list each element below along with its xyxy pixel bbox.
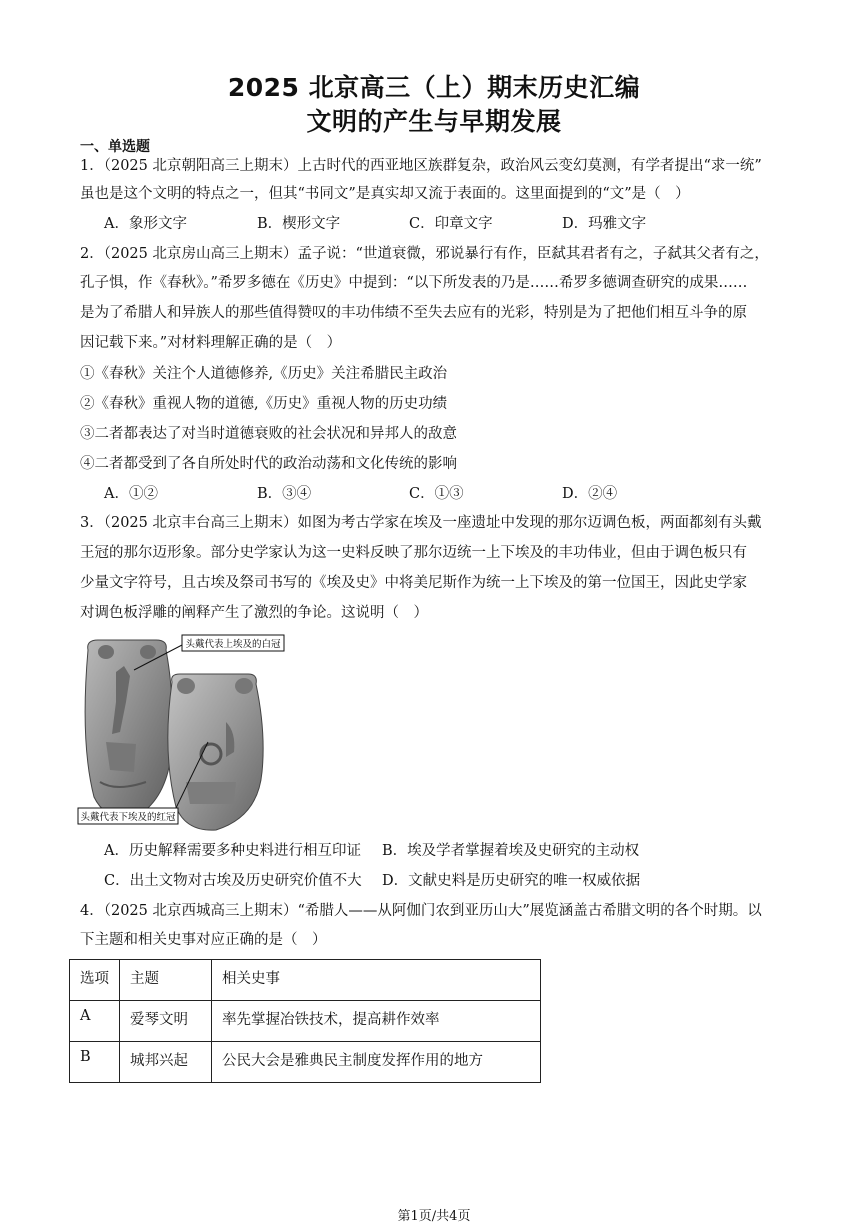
q3-line-4: 对调色板浮雕的阐释产生了激烈的争论。这说明（ ） xyxy=(80,605,428,621)
q2-line-1: 2．（2025 北京房山高三上期末）孟子说：“世道衰微，邪说暴行有作，臣弑其君者有之，子弑其父者有之， xyxy=(80,246,769,262)
table-header-cell: 主题 xyxy=(120,960,212,1001)
q1-line-1: 1．（2025 北京朝阳高三上期末）上古时代的西亚地区族群复杂，政治风云变幻莫测，有学者提出“求一统” xyxy=(80,158,762,174)
q1-option-c: C．印章文字 xyxy=(409,216,493,232)
table-cell: A xyxy=(70,1001,120,1042)
q4-line-1: 4．（2025 北京西城高三上期末）“希腊人——从阿伽门农到亚历山大”展览涵盖古希腊文明的各个时期。以 xyxy=(80,903,762,919)
q1-option-d: D．玛雅文字 xyxy=(562,216,647,232)
white-crown-label: 头戴代表上埃及的白冠 xyxy=(185,639,281,650)
table-cell: 率先掌握冶铁技术，提高耕作效率 xyxy=(212,1001,541,1042)
section-heading: 一、单选题 xyxy=(80,139,150,155)
q3-line-2: 王冠的那尔迈形象。部分史学家认为这一史料反映了那尔迈统一上下埃及的丰功伟业，但由于调色板只有 xyxy=(80,545,747,561)
table-cell: B xyxy=(70,1042,120,1083)
table-header-cell: 选项 xyxy=(70,960,120,1001)
table-row xyxy=(70,1001,541,1042)
table-cell: 公民大会是雅典民主制度发挥作用的地方 xyxy=(212,1042,541,1083)
document-title: 2025 北京高三（上）期末历史汇编 xyxy=(227,73,641,102)
red-crown-label: 头戴代表下埃及的红冠 xyxy=(80,812,176,823)
q2-line-4: 因记载下来。”对材料理解正确的是（ ） xyxy=(80,335,342,351)
table-cell: 城邦兴起 xyxy=(120,1042,212,1083)
q2-option-b: B．③④ xyxy=(257,486,312,502)
q1-line-2: 虽也是这个文明的特点之一，但其“书同文”是真实却又流于表面的。这里面提到的“文”是（ ） xyxy=(80,186,690,202)
q2-line-3: 是为了希腊人和异族人的那些值得赞叹的丰功伟绩不至失去应有的光彩，特别是为了把他们相互斗争的原 xyxy=(80,305,747,321)
q3-options-row-1 xyxy=(104,841,639,861)
q2-statement-2: ②《春秋》重视人物的道德,《历史》重视人物的历史功绩 xyxy=(80,396,448,412)
q4-line-2: 下主题和相关史事对应正确的是（ ） xyxy=(80,932,327,948)
q2-statement-4: ④二者都受到了各自所处时代的政治动荡和文化传统的影响 xyxy=(80,456,457,472)
q3-line-3: 少量文字符号，且古埃及祭司书写的《埃及史》中将美尼斯作为统一上下埃及的第一位国王，因此史学家 xyxy=(80,575,747,591)
q3-line-1: 3．（2025 北京丰台高三上期末）如图为考古学家在埃及一座遗址中发现的那尔迈调色板，两面都刻有头戴 xyxy=(80,515,762,531)
q2-options xyxy=(104,484,617,504)
q1-option-a: A．象形文字 xyxy=(104,216,187,232)
q3-option-c: C．出土文物对古埃及历史研究价值不大 xyxy=(104,873,362,889)
palette-back-face xyxy=(168,674,263,830)
page-footer: 第1页/共4页 xyxy=(397,1209,471,1224)
q3-option-a: A．历史解释需要多种史料进行相互印证 xyxy=(104,843,361,859)
q1-option-b: B．楔形文字 xyxy=(257,216,341,232)
q2-statement-1: ①《春秋》关注个人道德修养,《历史》关注希腊民主政治 xyxy=(80,366,448,382)
q3-options-row-2 xyxy=(104,871,640,891)
table-header-cell: 相关史事 xyxy=(212,960,541,1001)
document-subtitle: 文明的产生与早期发展 xyxy=(306,107,562,136)
table-header-row xyxy=(70,960,541,1001)
q2-statement-3: ③二者都表达了对当时道德衰败的社会状况和异邦人的敌意 xyxy=(80,426,457,442)
table-cell: 爱琴文明 xyxy=(120,1001,212,1042)
q3-option-d: D．文献史料是历史研究的唯一权威依据 xyxy=(382,873,641,889)
narmer-palette-figure xyxy=(76,632,286,832)
q2-option-c: C．①③ xyxy=(409,486,464,502)
q2-option-d: D．②④ xyxy=(562,486,618,502)
q3-option-b: B．埃及学者掌握着埃及史研究的主动权 xyxy=(382,843,640,859)
q2-line-2: 孔子惧，作《春秋》。”希罗多德在《历史》中提到：“以下所发表的乃是……希罗多德调查研究的成果…… xyxy=(80,275,748,291)
q4-table xyxy=(69,959,541,1083)
q2-option-a: A．①② xyxy=(104,486,158,502)
table-row xyxy=(70,1042,541,1083)
q1-options xyxy=(104,214,646,234)
palette-front-face xyxy=(85,640,172,818)
